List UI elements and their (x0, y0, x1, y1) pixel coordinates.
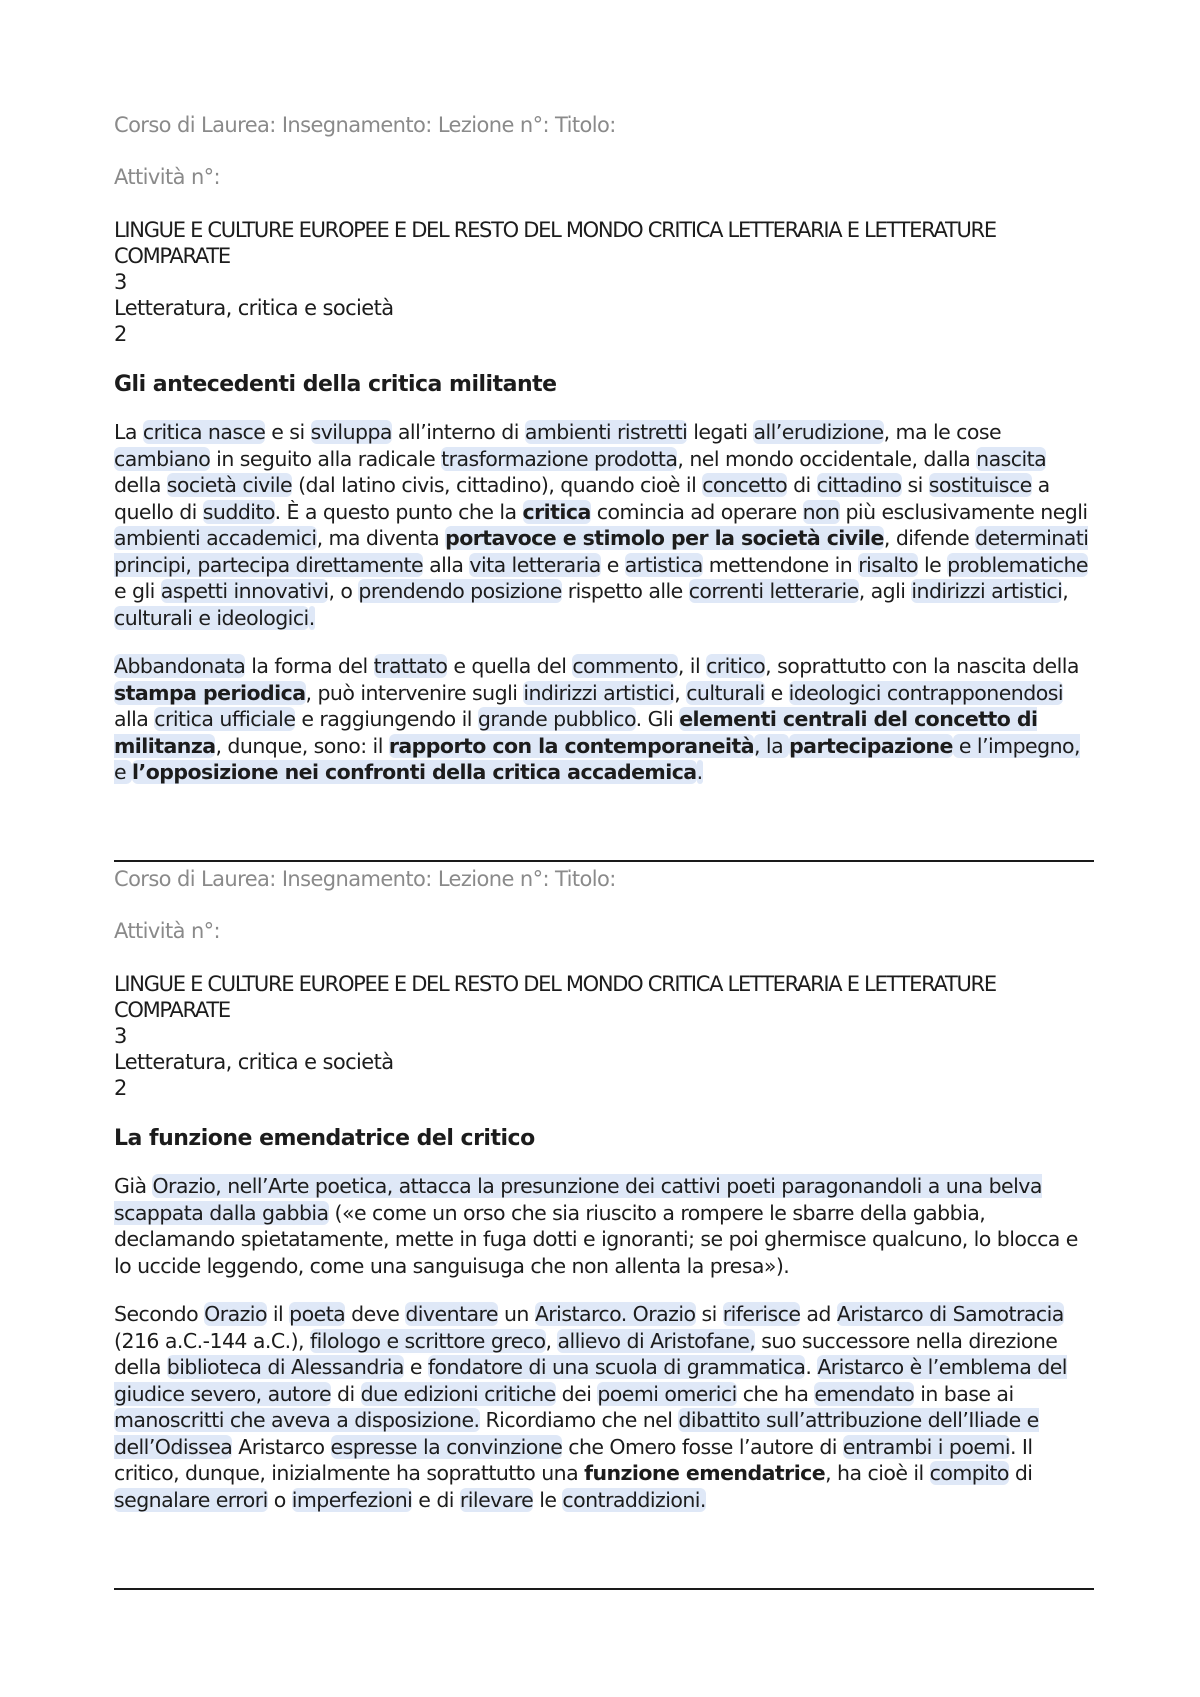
text-run: , nel mondo occidentale, dalla (677, 446, 977, 471)
text-run: suo successore nella direzione della (114, 1328, 1058, 1379)
text-run: il (266, 1302, 290, 1326)
bold-highlighted-text: elementi centrali del concetto di militanza (114, 707, 1038, 758)
bold-highlighted-text: rapporto con la contemporaneità (388, 733, 754, 758)
highlighted-text: , la (754, 733, 790, 758)
text-run: le (533, 1487, 563, 1512)
highlighted-text: compito (929, 1461, 1009, 1485)
bold-highlighted-text: stampa periodica (114, 680, 306, 705)
text-run: o (267, 1487, 292, 1512)
highlighted-text: . (308, 605, 315, 630)
lesson-title: Letteratura, critica e società (114, 1050, 394, 1074)
text-run: in base ai (914, 1381, 1014, 1406)
highlighted-text: segnalare errori (114, 1487, 268, 1512)
text-run: legati (687, 420, 754, 444)
highlighted-text: commento (572, 654, 678, 678)
text-run: . Gli (635, 707, 680, 731)
highlighted-text: sviluppa (310, 420, 392, 444)
lesson-section-1 (114, 112, 1094, 786)
text-run: deve (345, 1302, 406, 1326)
text-run: Aristarco (232, 1434, 331, 1459)
text-run: , o (328, 579, 359, 603)
text-run: . (805, 1355, 818, 1379)
text-run: («e come un orso che sia riuscito a rompere le sbarre della gabbia, declamando spietatamente, mette in fuga dotti e ignoranti; se poi ghermisce qualcuno, lo blocca e lo uccide leggendo, come una sanguisuga che non allenta la presa»). (114, 1200, 1078, 1278)
highlighted-text: ideologici contrapponendosi (788, 680, 1063, 705)
text-run: e (600, 552, 625, 577)
text-run: e di (412, 1487, 460, 1512)
activity-number: 2 (114, 1076, 127, 1100)
text-run: dei (555, 1381, 598, 1406)
text-run: più esclusivamente negli (839, 499, 1088, 524)
highlighted-text: all’erudizione (753, 420, 884, 444)
bold-highlighted-text: portavoce e stimolo per la società civile (445, 526, 884, 550)
text-run: della (114, 473, 167, 497)
highlighted-text: Abbandonata (114, 654, 246, 678)
text-run: che ha (736, 1381, 815, 1406)
lesson-number: 3 (114, 1024, 127, 1048)
text-run: si (901, 473, 929, 497)
bold-highlighted-text: critica (522, 499, 591, 524)
highlighted-text: Aristarco di Samotracia (836, 1302, 1064, 1326)
highlighted-text: entrambi i poemi (842, 1434, 1010, 1459)
highlighted-text: aspetti innovativi (160, 579, 329, 603)
text-run: che Omero fosse l’autore di (562, 1434, 843, 1459)
highlighted-text: problematiche (947, 552, 1088, 577)
highlighted-text: fondatore di una scuola di grammatica (427, 1355, 806, 1379)
highlighted-text: vita letteraria (469, 552, 601, 577)
text-run: Secondo (114, 1302, 205, 1326)
text-run: all’interno di (391, 420, 525, 444)
highlighted-text: determinati principi, partecipa direttamente (114, 526, 1089, 577)
highlighted-text: critica nasce (142, 420, 266, 444)
text-run: e gli (114, 579, 161, 603)
text-run: . Il critico, dunque, inizialmente ha soprattutto una (114, 1434, 1033, 1485)
text-run: e (764, 680, 789, 705)
highlighted-text: sostituisce (928, 473, 1032, 497)
section-divider (114, 1588, 1094, 1590)
bold-text: funzione emendatrice (584, 1461, 826, 1485)
text-run: a quello di (114, 473, 1050, 524)
lesson-info (114, 217, 1094, 347)
lesson-info (114, 971, 1094, 1101)
text-run: (dal latino civis, cittadino), quando cioè il (292, 473, 703, 497)
highlighted-text: suddito (202, 499, 275, 524)
text-run: , agli (858, 579, 912, 603)
highlighted-text: non (802, 499, 840, 524)
section-heading: Gli antecedenti della critica militante (114, 372, 557, 397)
text-run: si (695, 1302, 723, 1326)
highlighted-text: due edizioni critiche (360, 1381, 556, 1406)
text-run: Ricordiamo che nel (479, 1408, 679, 1432)
bold-highlighted-text: partecipazione (789, 733, 953, 758)
highlighted-text: dibattito sull’attribuzione dell’Iliade e dell’Odissea (114, 1408, 1039, 1459)
highlighted-text: prendendo posizione (358, 579, 562, 603)
bold-highlighted-text: l’opposizione nei confronti della critica accademica (132, 760, 697, 784)
highlighted-text: cittadino (816, 473, 902, 497)
text-run: in seguito alla radicale (210, 446, 442, 471)
highlighted-text: trasformazione prodotta (441, 446, 678, 471)
text-run: alla (114, 707, 155, 731)
highlighted-text: Aristarco è l’emblema del giudice severo, autore (114, 1355, 1067, 1406)
highlighted-text: Orazio, nell’Arte poetica, attacca la presunzione dei cattivi poeti paragonandoli a una belva scappata dalla gabbia (114, 1174, 1042, 1225)
highlighted-text: rilevare (459, 1487, 534, 1512)
highlighted-text: Orazio (204, 1302, 267, 1326)
highlighted-text: diventare (405, 1302, 498, 1326)
text-run: di (331, 1381, 361, 1406)
highlighted-text: grande pubblico (477, 707, 636, 731)
highlighted-text: società civile (166, 473, 293, 497)
lesson-number: 3 (114, 270, 127, 294)
body-paragraph (114, 653, 1094, 786)
highlighted-text: imperfezioni (291, 1487, 413, 1512)
highlighted-text: cambiano (114, 446, 211, 471)
text-run: , (674, 680, 687, 705)
section-heading: La funzione emendatrice del critico (114, 1126, 535, 1151)
highlighted-text: espresse la convinzione (330, 1434, 563, 1459)
text-run: . È a questo punto che la (274, 499, 523, 524)
text-run: la forma del (245, 654, 374, 678)
text-run: e quella del (447, 654, 573, 678)
highlighted-text: correnti letterarie (688, 579, 859, 603)
meta-header-line: Corso di Laurea: Insegnamento: Lezione n°: Titolo: (114, 113, 616, 137)
text-run: , (1062, 579, 1069, 603)
highlighted-text: ambienti ristretti (524, 420, 688, 444)
text-run: alla (423, 552, 470, 577)
highlighted-text: indirizzi artistici (523, 680, 675, 705)
text-run: , ma le cose (883, 420, 1002, 444)
meta-activity-label: Attività n°: (114, 919, 221, 943)
text-run: le (917, 552, 948, 577)
highlighted-text: nascita (976, 446, 1047, 471)
text-run: , ha cioè il (825, 1461, 930, 1485)
text-run: La (114, 420, 143, 444)
text-run: di (1008, 1461, 1033, 1485)
highlighted-text: ambienti accademici (114, 526, 317, 550)
text-run: mettendone in (702, 552, 859, 577)
highlighted-text: concetto (702, 473, 788, 497)
highlighted-text: contraddizioni. (562, 1487, 706, 1512)
body-paragraph (114, 1301, 1094, 1513)
course-name: LINGUE E CULTURE EUROPEE E DEL RESTO DEL MONDO CRITICA LETTERARIA E LETTERATURE COMPARATE (114, 972, 996, 1022)
text-run: e si (265, 420, 311, 444)
text-run: rispetto alle (561, 579, 689, 603)
text-run: un (498, 1302, 535, 1326)
lesson-title: Letteratura, critica e società (114, 296, 394, 320)
highlighted-text: culturali e ideologici (114, 605, 309, 630)
highlighted-text: poeta (289, 1302, 346, 1326)
meta-header-line: Corso di Laurea: Insegnamento: Lezione n°: Titolo: (114, 867, 616, 891)
body-paragraph (114, 419, 1094, 631)
highlighted-text: culturali (686, 680, 765, 705)
highlighted-text: manoscritti che aveva a disposizione. (114, 1408, 480, 1432)
text-run: e (403, 1355, 428, 1379)
highlighted-text: filologo e scrittore greco (309, 1328, 546, 1353)
section-divider (114, 860, 1094, 862)
highlighted-text: emendato (814, 1381, 915, 1406)
highlighted-text: artistica (624, 552, 703, 577)
text-run: comincia ad operare (590, 499, 803, 524)
text-run: , ma diventa (316, 526, 446, 550)
text-run: Già (114, 1174, 153, 1198)
text-run: ad (800, 1302, 837, 1326)
text-run: e raggiungendo il (295, 707, 478, 731)
highlighted-text: Aristarco. Orazio (534, 1302, 696, 1326)
meta-activity-label: Attività n°: (114, 165, 221, 189)
highlighted-text: critico (706, 654, 766, 678)
text-run: , difende (883, 526, 976, 550)
highlighted-text: biblioteca di Alessandria (166, 1355, 404, 1379)
highlighted-text: . (696, 760, 703, 784)
text-run: , soprattutto con la nascita della (765, 654, 1079, 678)
text-run: (216 a.C.-144 a.C.), (114, 1328, 310, 1353)
text-run: di (787, 473, 817, 497)
highlighted-text: allievo di Aristofane, (557, 1328, 756, 1353)
text-run: , (545, 1328, 558, 1353)
text-run: , il (677, 654, 707, 678)
highlighted-text: riferisce (722, 1302, 801, 1326)
lesson-section-2 (114, 866, 1094, 1513)
highlighted-text: indirizzi artistici (911, 579, 1063, 603)
text-run: , può intervenire sugli (305, 680, 524, 705)
text-run: , dunque, sono: il (215, 733, 389, 758)
course-name: LINGUE E CULTURE EUROPEE E DEL RESTO DEL MONDO CRITICA LETTERARIA E LETTERATURE COMPARATE (114, 218, 996, 268)
activity-number: 2 (114, 322, 127, 346)
highlighted-text: e l’impegno, e (114, 733, 1080, 784)
highlighted-text: poemi omerici (597, 1381, 737, 1406)
highlighted-text: risalto (858, 552, 918, 577)
highlighted-text: critica ufficiale (154, 707, 296, 731)
body-paragraph (114, 1173, 1094, 1279)
highlighted-text: trattato (373, 654, 448, 678)
